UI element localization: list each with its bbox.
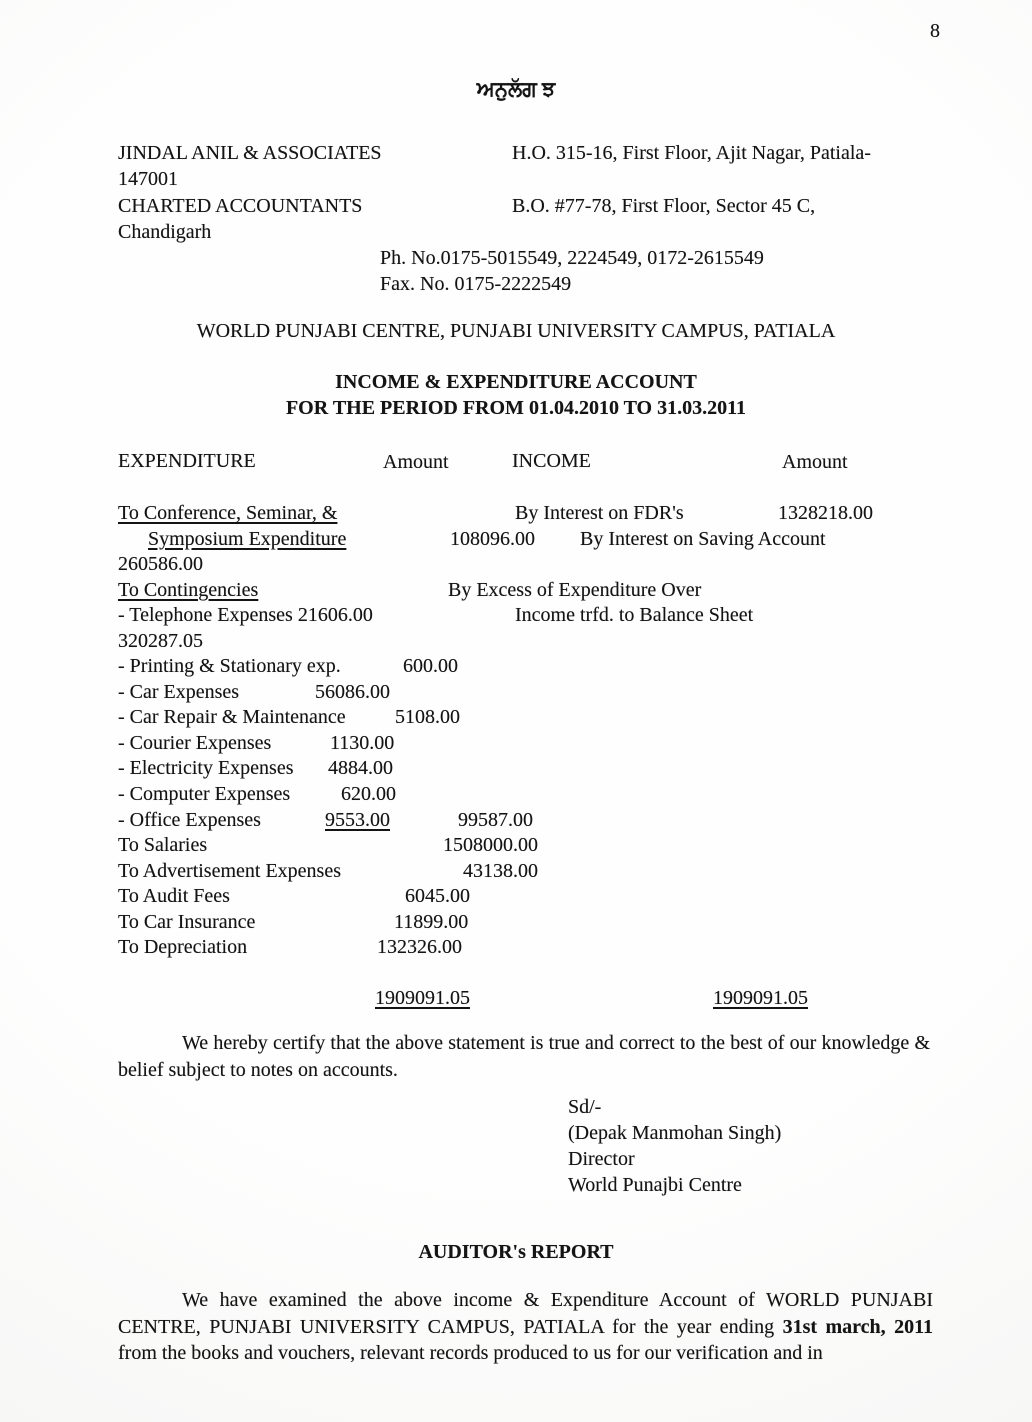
expenditure-amount-courier: 1130.00: [330, 732, 395, 754]
expenditure-item-telephone: - Telephone Expenses 21606.00: [118, 604, 373, 626]
auditors-report-text-end: from the books and vouchers, relevant records produced to us for our verification and in: [118, 1342, 823, 1364]
page-number: 8: [930, 20, 940, 42]
expenditure-item-electricity: - Electricity Expenses: [118, 757, 294, 779]
auditors-report-paragraph: [118, 1287, 933, 1367]
column-header-expenditure: EXPENDITURE: [118, 450, 256, 472]
expenditure-item-computer: - Computer Expenses: [118, 783, 291, 805]
head-office-address: H.O. 315-16, First Floor, Ajit Nagar, Patiala-: [512, 142, 871, 164]
expenditure-item-depreciation: To Depreciation: [118, 936, 248, 958]
expenditure-amount-car: 56086.00: [315, 681, 390, 703]
fax-line: Fax. No. 0175-2222549: [380, 273, 572, 295]
expenditure-amount-audit-fees: 6045.00: [405, 885, 470, 907]
income-amount-interest-fdr: 1328218.00: [778, 502, 873, 524]
signature-designation: Director: [568, 1148, 635, 1170]
expenditure-item-office: - Office Expenses: [118, 809, 261, 831]
expenditure-amount-car-repair: 5108.00: [395, 706, 460, 728]
amount-320287: 320287.05: [118, 630, 203, 652]
income-item-interest-fdr: By Interest on FDR's: [515, 502, 684, 524]
auditors-report-text-start: We have examined the above income & Expenditure Account of WORLD PUNJABI CENTRE, PUNJABI UNIVERSITY CAMPUS, PATIALA for the year ending: [118, 1289, 933, 1338]
expenditure-item-conference-line2: Symposium Expenditure: [148, 528, 347, 550]
expenditure-total: 1909091.05: [375, 987, 470, 1009]
amount-260586: 260586.00: [118, 553, 203, 575]
annexure-label: ਅਨੁਲੱਗ ਝ: [476, 77, 556, 101]
expenditure-amount-printing: 600.00: [403, 655, 458, 677]
expenditure-amount-office: 9553.00: [325, 809, 390, 831]
expenditure-amount-salaries: 1508000.00: [443, 834, 538, 856]
expenditure-item-courier: - Courier Expenses: [118, 732, 272, 754]
expenditure-item-car-insurance: To Car Insurance: [118, 911, 256, 933]
firm-type: CHARTED ACCOUNTANTS: [118, 195, 363, 217]
expenditure-item-salaries: To Salaries: [118, 834, 208, 856]
phone-line: Ph. No.0175-5015549, 2224549, 0172-2615549: [380, 247, 764, 269]
expenditure-item-audit-fees: To Audit Fees: [118, 885, 230, 907]
statement-period: FOR THE PERIOD FROM 01.04.2010 TO 31.03.2011: [285, 397, 747, 419]
expenditure-item-advertisement: To Advertisement Expenses: [118, 860, 341, 882]
income-total: 1909091.05: [713, 987, 808, 1009]
signature-organization: World Punajbi Centre: [568, 1174, 742, 1196]
expenditure-item-conference-line1: To Conference, Seminar, &: [118, 502, 338, 524]
auditors-report-heading: AUDITOR's REPORT: [418, 1241, 614, 1263]
certification-paragraph: We hereby certify that the above statement is true and correct to the best of our knowledge & belief subject to notes on accounts.: [118, 1032, 930, 1081]
expenditure-subtotal-contingencies: 99587.00: [458, 809, 533, 831]
income-item-excess-line2: Income trfd. to Balance Sheet: [515, 604, 754, 626]
signature-sd: Sd/-: [568, 1096, 602, 1118]
income-item-interest-saving: By Interest on Saving Account: [580, 528, 826, 550]
column-header-amount-left: Amount: [383, 451, 449, 473]
statement-title: INCOME & EXPENDITURE ACCOUNT: [335, 371, 697, 393]
expenditure-amount-computer: 620.00: [341, 783, 396, 805]
firm-name: JINDAL ANIL & ASSOCIATES: [118, 142, 382, 164]
branch-office-address: B.O. #77-78, First Floor, Sector 45 C,: [512, 195, 816, 217]
expenditure-amount-car-insurance: 11899.00: [394, 911, 469, 933]
expenditure-item-printing: - Printing & Stationary exp.: [118, 655, 341, 677]
expenditure-item-contingencies: To Contingencies: [118, 579, 259, 601]
firm-city: Chandigarh: [118, 221, 212, 243]
signature-name: (Depak Manmohan Singh): [568, 1122, 782, 1144]
expenditure-item-car-repair: - Car Repair & Maintenance: [118, 706, 346, 728]
expenditure-amount-depreciation: 132326.00: [377, 936, 462, 958]
expenditure-amount-conference: 108096.00: [450, 528, 535, 550]
expenditure-item-car: - Car Expenses: [118, 681, 240, 703]
entity-title: WORLD PUNJABI CENTRE, PUNJABI UNIVERSITY CAMPUS, PATIALA: [196, 320, 836, 342]
auditors-report-bold-date: 31st march, 2011: [782, 1315, 933, 1338]
column-header-income: INCOME: [512, 450, 591, 472]
firm-pin: 147001: [118, 168, 178, 190]
expenditure-amount-advertisement: 43138.00: [463, 860, 538, 882]
expenditure-amount-electricity: 4884.00: [328, 757, 393, 779]
column-header-amount-right: Amount: [782, 451, 848, 473]
income-item-excess-line1: By Excess of Expenditure Over: [448, 579, 702, 601]
